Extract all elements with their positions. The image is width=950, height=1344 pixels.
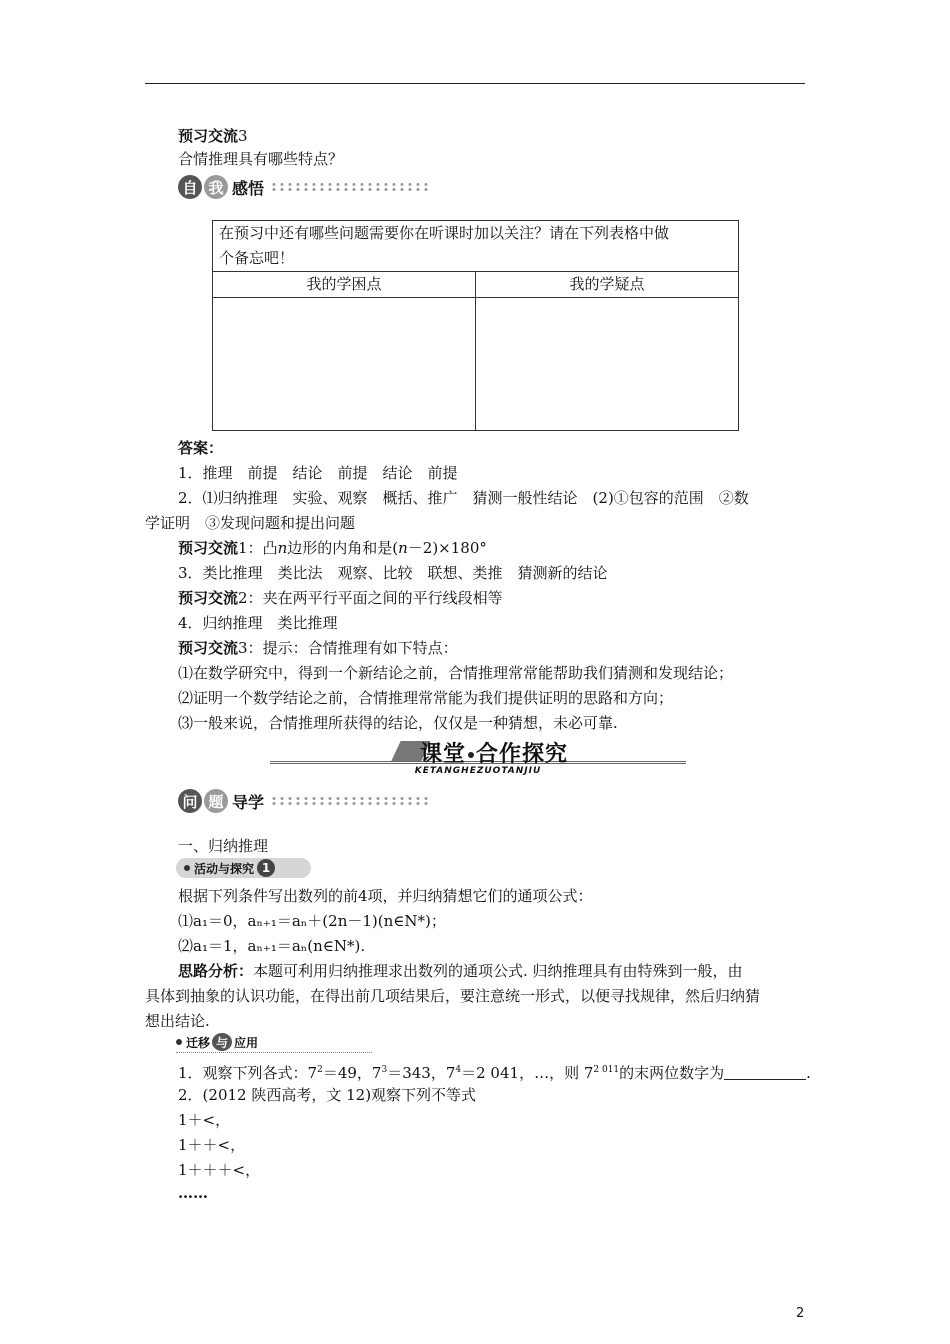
- answers-heading: 答案：: [178, 439, 224, 457]
- inequality-3: 1＋＋＋<，: [178, 1161, 261, 1179]
- questions-cell[interactable]: [476, 298, 739, 431]
- preview-exchange-3-question: 合情推理具有哪些特点？: [178, 150, 344, 168]
- answer-line-2: 2．⑴归纳推理 实验、观察 概括、推广 猜测一般性结论 (2)①包容的范围 ②数: [178, 489, 749, 507]
- answer-line-4: 3．类比推理 类比法 观察、比较 联想、类推 猜测新的结论: [178, 564, 608, 582]
- section-heading: 课堂 合作探究: [420, 742, 569, 767]
- ellipsis: ……: [178, 1184, 208, 1202]
- preview-exchange-3-heading: 预习交流3: [178, 127, 248, 145]
- column-learning-questions: 我的学疑点: [476, 272, 739, 298]
- self-badge: 自: [178, 175, 202, 199]
- memo-prompt: 在预习中还有哪些问题需要你在听课时加以关注？请在下列表格中做 个备忘吧！: [213, 221, 739, 272]
- answer-line-5: 4．归纳推理 类比推理: [178, 614, 338, 632]
- feature-point-3: ⑶一般来说，合情推理所获得的结论，仅仅是一种猜想，未必可靠.: [178, 714, 618, 732]
- exercise-1: 1．观察下列各式：$7^2=49$，$7^3=343$，$7^4=2$ 041，…，则 $7^{2 011}$的末两位数字为 .: [178, 1064, 811, 1082]
- activity-task: 根据下列条件写出数列的前4项，并归纳猜想它们的通项公式：: [178, 887, 593, 905]
- exercise-2: 2．(2012 陕西高考，文 12)观察下列不等式: [178, 1086, 477, 1104]
- difficulties-cell[interactable]: [213, 298, 476, 431]
- feature-point-2: ⑵证明一个数学结论之前，合情推理常常能为我们提供证明的思路和方向；: [178, 689, 674, 707]
- analysis-line-1: 思路分析：本题可利用归纳推理求出数列的通项公式. 归纳推理具有由特殊到一般，由: [178, 962, 743, 980]
- question-badge: 问: [178, 789, 202, 813]
- answer-line-1: 1．推理 前提 结论 前提 结论 前提: [178, 464, 458, 482]
- part-1-heading: 一、归纳推理: [178, 837, 269, 855]
- analysis-line-3: 想出结论.: [145, 1012, 210, 1030]
- reflection-label: 感悟: [232, 178, 265, 198]
- page-number: 2: [796, 1306, 805, 1321]
- topic-badge: 题: [204, 789, 228, 813]
- self-reflection-banner: [178, 172, 430, 202]
- answer-exchange-3: 预习交流3：提示：合情推理有如下特点：: [178, 639, 458, 657]
- transfer-apply-label: 迁移 与 应用: [176, 1033, 258, 1051]
- analysis-line-2: 具体到抽象的认识功能，在得出前几项结果后，要注意统一形式，以便寻找规律，然后归纳猜: [145, 987, 761, 1005]
- answer-exchange-1: 预习交流1：凸n边形的内角和是(n－2)×180°: [178, 539, 487, 557]
- dotted-decoration: [270, 796, 430, 806]
- memo-table: [212, 220, 739, 431]
- header-rule: [145, 83, 805, 84]
- activity-pill: [176, 858, 311, 878]
- guide-label: 导学: [232, 792, 265, 812]
- column-learning-difficulties: 我的学困点: [213, 272, 476, 298]
- inequality-2: 1＋＋<，: [178, 1136, 246, 1154]
- inequality-1: 1＋<，: [178, 1111, 231, 1129]
- me-badge: 我: [204, 175, 228, 199]
- answer-line-3: 学证明 ③发现问题和提出问题: [145, 514, 356, 532]
- feature-point-1: ⑴在数学研究中，得到一个新结论之前，合情推理常常能帮助我们猜测和发现结论；: [178, 664, 734, 682]
- apply-dotted-underline: [176, 1052, 372, 1053]
- section-title: [270, 737, 686, 787]
- answer-blank[interactable]: [724, 1065, 806, 1080]
- activity-number: 1: [257, 859, 275, 877]
- answer-exchange-2: 预习交流2：夹在两平行平面之间的平行线段相等: [178, 589, 503, 607]
- sequence-condition-2: ⑵a₁＝1，aₙ₊₁＝aₙ(n∈N*).: [178, 937, 366, 955]
- sequence-condition-1: ⑴a₁＝0，aₙ₊₁＝aₙ＋(2n－1)(n∈N*)；: [178, 912, 446, 930]
- dotted-decoration: [270, 182, 430, 192]
- section-pinyin: KETANGHEZUOTANJIU: [414, 766, 542, 776]
- activity-label: 活动与探究: [194, 861, 255, 876]
- guided-learning-banner: [178, 786, 430, 816]
